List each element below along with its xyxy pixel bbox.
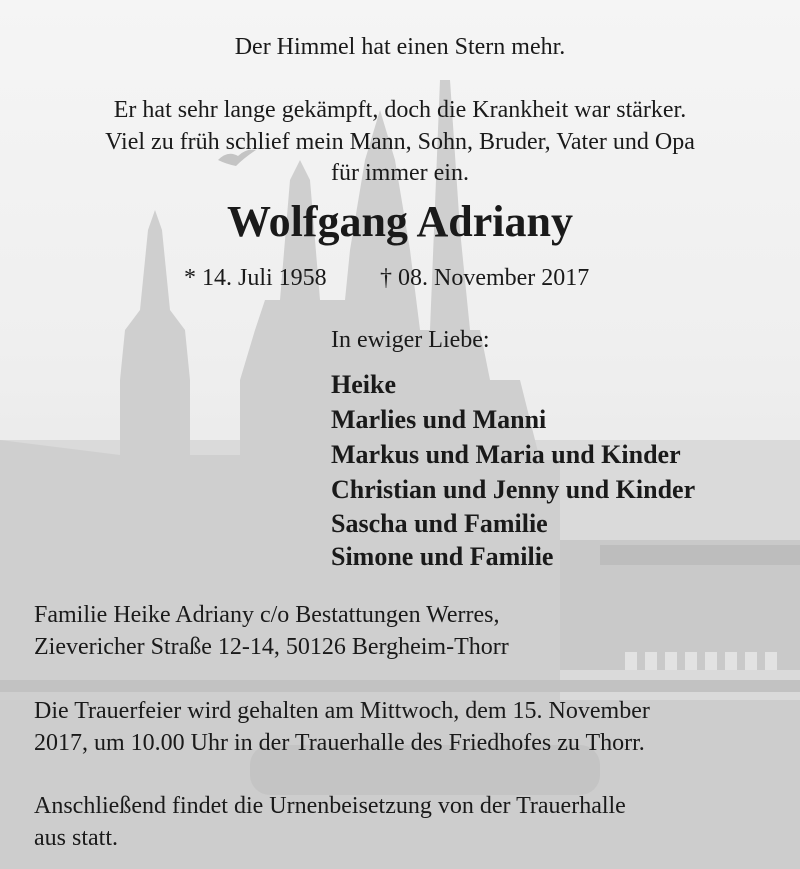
funeral-line-1: Die Trauerfeier wird gehalten am Mittwoch, dem 15. November (34, 698, 650, 724)
mourner-name: Markus und Maria und Kinder (331, 440, 681, 469)
intro-line-2: Viel zu früh schlief mein Mann, Sohn, Bruder, Vater und Opa (105, 129, 695, 155)
funeral-line-2: 2017, um 10.00 Uhr in der Trauerhalle des Friedhofes zu Thorr. (34, 730, 645, 756)
verse-line: Der Himmel hat einen Stern mehr. (234, 34, 566, 60)
address-line-2: Zievericher Straße 12-14, 50126 Bergheim-Thorr (34, 634, 509, 660)
mourner-name: Sascha und Familie (331, 509, 548, 538)
birth-date: * 14. Juli 1958 (184, 265, 327, 291)
urn-line-2: aus statt. (34, 825, 118, 851)
love-heading: In ewiger Liebe: (331, 327, 490, 353)
urn-line-1: Anschließend findet die Urnenbeisetzung von der Trauerhalle (34, 793, 626, 819)
deceased-name: Wolfgang Adriany (227, 197, 573, 246)
address-line-1: Familie Heike Adriany c/o Bestattungen Werres, (34, 602, 500, 628)
mourner-name: Marlies und Manni (331, 405, 547, 434)
mourner-name: Heike (331, 370, 396, 399)
intro-line-3: für immer ein. (331, 160, 469, 186)
death-date: † 08. November 2017 (380, 265, 590, 291)
mourner-name: Christian und Jenny und Kinder (331, 475, 696, 504)
mourner-name: Simone und Familie (331, 542, 554, 571)
intro-line-1: Er hat sehr lange gekämpft, doch die Krankheit war stärker. (113, 97, 687, 123)
